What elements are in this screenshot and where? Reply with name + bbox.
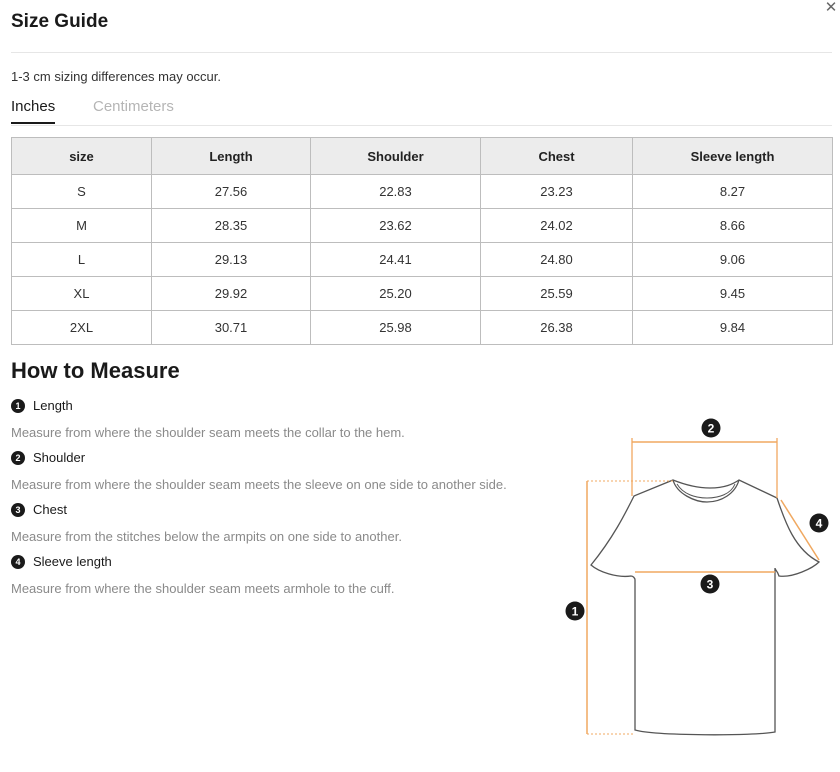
measure-item-chest (11, 502, 402, 544)
column-header-chest: Chest (481, 138, 633, 175)
table-cell: 24.80 (481, 243, 633, 277)
measure-item-description: Measure from the stitches below the armpits on one side to another. (11, 529, 402, 544)
table-cell: 8.27 (633, 175, 833, 209)
marker-3-icon (701, 575, 720, 594)
table-header-row (12, 138, 833, 175)
table-cell: 28.35 (152, 209, 311, 243)
table-row (12, 175, 833, 209)
table-cell: S (12, 175, 152, 209)
marker-4-icon (810, 514, 829, 533)
marker-2-icon (702, 419, 721, 438)
tshirt-measurement-diagram (555, 410, 840, 750)
column-header-shoulder: Shoulder (311, 138, 481, 175)
measure-item-length (11, 398, 405, 440)
sizing-note: 1-3 cm sizing differences may occur. (11, 69, 222, 84)
close-icon[interactable]: ✕ (824, 0, 838, 16)
page-title: Size Guide (11, 11, 109, 32)
svg-text:2: 2 (707, 421, 715, 436)
number-4-badge-icon: 4 (11, 555, 25, 569)
column-header-size: size (12, 138, 152, 175)
marker-1-icon (566, 602, 585, 621)
table-cell: 9.45 (633, 277, 833, 311)
measure-item-label: Sleeve length (33, 554, 112, 569)
svg-text:4: 4 (815, 516, 823, 531)
measure-item-heading (11, 554, 394, 569)
svg-text:1: 1 (571, 604, 579, 619)
table-cell: 30.71 (152, 311, 311, 345)
number-2-badge-icon: 2 (11, 451, 25, 465)
number-1-badge-icon: 1 (11, 399, 25, 413)
table-cell: 25.20 (311, 277, 481, 311)
measure-item-label: Length (33, 398, 73, 413)
table-row (12, 311, 833, 345)
table-cell: 25.98 (311, 311, 481, 345)
tab-centimeters[interactable]: Centimeters (93, 98, 174, 115)
measure-item-heading (11, 450, 507, 465)
unit-tabs (11, 96, 832, 126)
table-cell: 24.02 (481, 209, 633, 243)
how-to-measure-title: How to Measure (11, 358, 180, 383)
table-cell: 26.38 (481, 311, 633, 345)
table-cell: XL (12, 277, 152, 311)
column-header-sleeve-length: Sleeve length (633, 138, 833, 175)
size-table (11, 137, 833, 345)
number-3-badge-icon: 3 (11, 503, 25, 517)
measure-item-description: Measure from where the shoulder seam meets the sleeve on one side to another side. (11, 477, 507, 492)
measure-item-label: Shoulder (33, 450, 86, 465)
table-row (12, 243, 833, 277)
table-cell: 23.62 (311, 209, 481, 243)
header-divider (11, 52, 832, 53)
table-row (12, 209, 833, 243)
tab-inches[interactable]: Inches (11, 98, 55, 124)
table-cell: 27.56 (152, 175, 311, 209)
table-cell: 25.59 (481, 277, 633, 311)
measure-item-description: Measure from where the shoulder seam meets the collar to the hem. (11, 425, 405, 440)
table-cell: 23.23 (481, 175, 633, 209)
svg-text:3: 3 (706, 577, 714, 592)
table-row (12, 277, 833, 311)
measure-item-heading (11, 398, 405, 413)
table-cell: L (12, 243, 152, 277)
table-cell: 2XL (12, 311, 152, 345)
table-cell: 9.06 (633, 243, 833, 277)
column-header-length: Length (152, 138, 311, 175)
measure-item-label: Chest (33, 502, 67, 517)
table-cell: 22.83 (311, 175, 481, 209)
measure-item-heading (11, 502, 402, 517)
measure-item-sleeve-length (11, 554, 394, 596)
table-cell: 29.13 (152, 243, 311, 277)
table-cell: M (12, 209, 152, 243)
measure-item-description: Measure from where the shoulder seam meets armhole to the cuff. (11, 581, 395, 596)
table-cell: 24.41 (311, 243, 481, 277)
table-cell: 8.66 (633, 209, 833, 243)
table-cell: 29.92 (152, 277, 311, 311)
table-cell: 9.84 (633, 311, 833, 345)
measure-item-shoulder (11, 450, 507, 492)
tshirt-outline-icon (591, 480, 819, 735)
